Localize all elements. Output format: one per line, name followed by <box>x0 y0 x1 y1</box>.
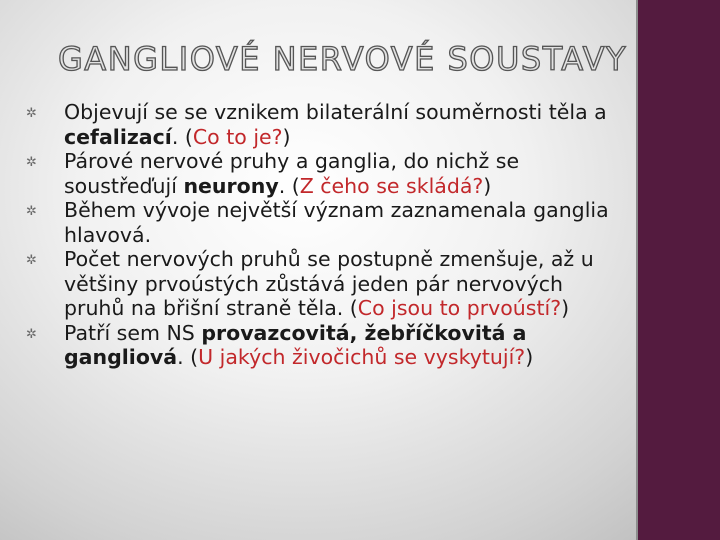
star-bullet-icon: ✲ <box>26 155 37 170</box>
slide-title: GANGLIOVÉ NERVOVÉ SOUSTAVY <box>58 40 628 78</box>
bullet-item <box>26 100 624 149</box>
bullet-list <box>26 100 624 370</box>
bullet-text: . ( <box>177 345 199 369</box>
bold-term: provazcovitá, žebříčkovitá a gangliová <box>64 320 527 369</box>
bullet-text: . ( <box>171 124 193 149</box>
bullet-text: ) <box>561 296 570 320</box>
bullet-text: ) <box>483 173 492 198</box>
bold-term: cefalizací <box>64 124 172 149</box>
bullet-item <box>26 247 624 321</box>
star-bullet-icon: ✲ <box>26 326 37 342</box>
bullet-text: . ( <box>278 173 300 198</box>
star-bullet-icon: ✲ <box>26 204 37 219</box>
question-text: Co jsou to prvoústí? <box>357 296 562 320</box>
bullet-item <box>26 149 624 198</box>
bullet-item <box>26 320 624 370</box>
star-bullet-icon: ✲ <box>26 253 37 268</box>
bold-term: neurony <box>183 173 279 198</box>
bullet-text: Počet nervových pruhů se postupně zmenšuje, až u většiny prvoústých zůstává jeden pár nervových pruhů na břišní straně těla. ( <box>64 247 594 320</box>
bullet-text: ) <box>525 345 534 369</box>
bullet-text: Patří sem NS <box>64 320 202 345</box>
bullet-text: Párové nervové pruhy a ganglia, do nichž se soustřeďují <box>64 149 520 198</box>
bullet-item <box>26 198 624 247</box>
question-text: Z čeho se skládá? <box>299 173 484 198</box>
star-bullet-icon: ✲ <box>26 106 37 121</box>
sidebar-decoration <box>638 0 720 540</box>
bullet-text: Během vývoje největší význam zaznamenala ganglia hlavová. <box>64 198 609 247</box>
question-text: U jakých živočichů se vyskytují? <box>198 345 526 369</box>
bullet-text: ) <box>282 124 291 149</box>
bullet-text: Objevují se se vznikem bilaterální souměrnosti těla a <box>64 100 607 124</box>
question-text: Co to je? <box>192 124 283 149</box>
